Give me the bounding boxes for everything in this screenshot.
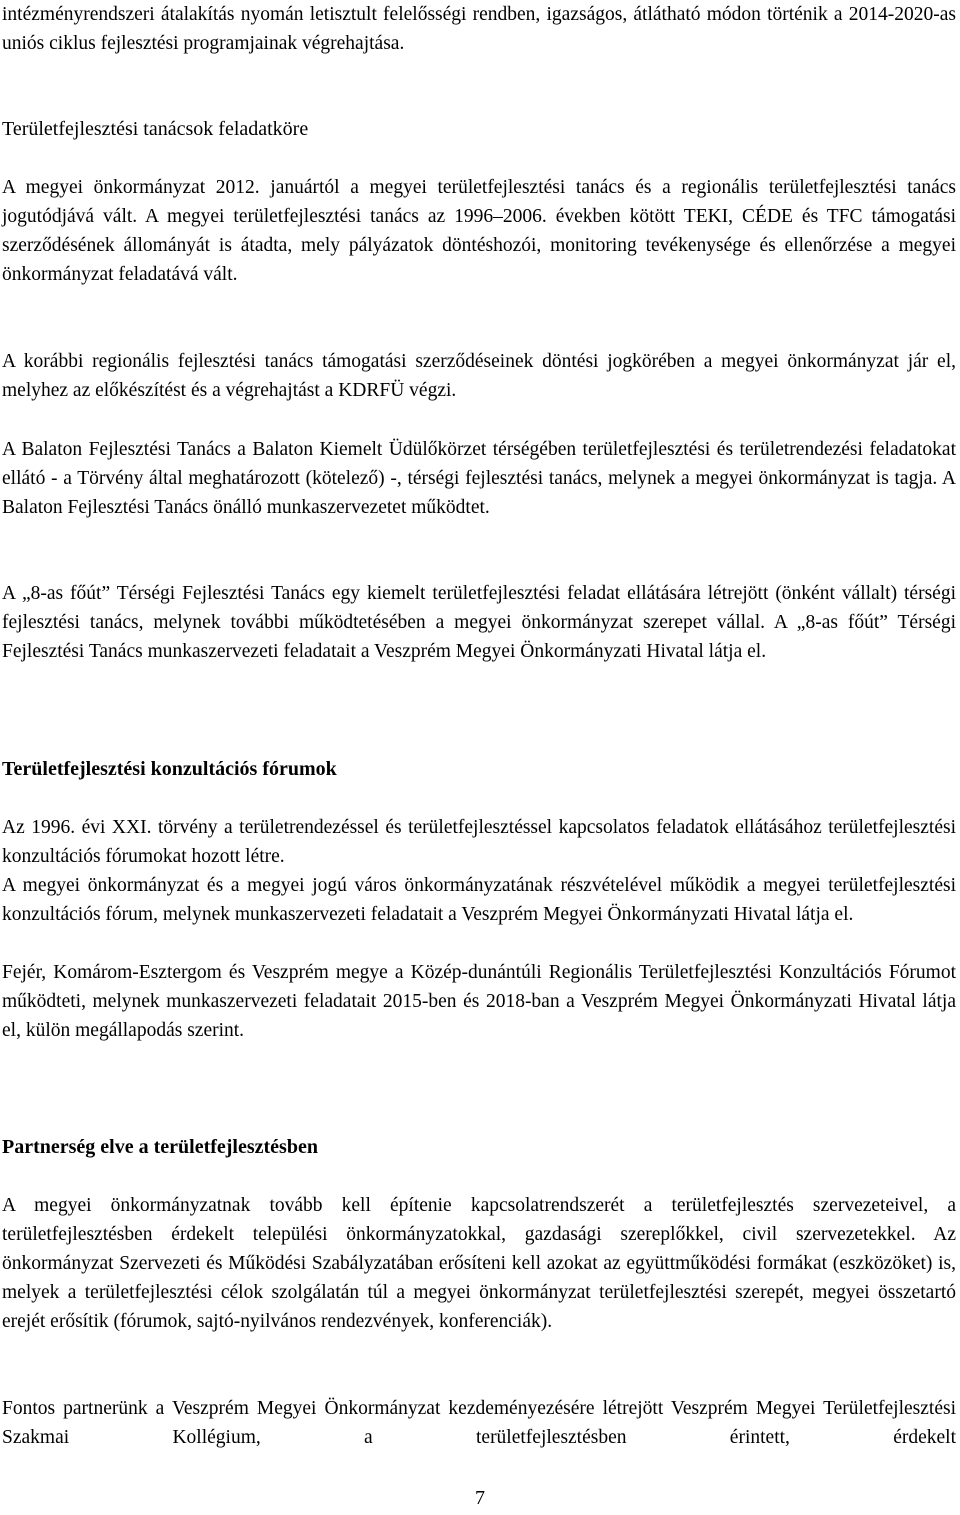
heading-partnership: Partnerség elve a területfejlesztésben [2,1136,318,1158]
paragraph-forums-3: Fejér, Komárom-Esztergom és Veszprém megye a Közép-dunántúli Regionális Területfejlesztési Konzultációs Fórumot működteti, melynek munkaszervezeti feladatait 2015-ben és 2018-ban a Veszprém Megyei Önkormányzati Hivatal látja el, külön megállapodás szerint. [2,962,956,1041]
paragraph-forums-2: A megyei önkormányzat és a megyei jogú város önkormányzatának részvételével működik a megyei területfejlesztési konzultációs fórum, melynek munkaszervezeti feladatait a Veszprém Megyei Önkormányzati Hivatal látja el. [2,875,956,925]
paragraph-councils-2: A korábbi regionális fejlesztési tanács támogatási szerződéseinek döntési jogkörében a megyei önkormányzat jár el, melyhez az előkészítést és a végrehajtást a KDRFÜ végzi. [2,351,956,401]
paragraph-councils-1: A megyei önkormányzat 2012. januártól a megyei területfejlesztési tanács és a regionális területfejlesztési tanács jogutódjává vált. A megyei területfejlesztési tanács az 1996–2006. években kötött TEKI, CÉDE és TFC támogatási szerződésének állományát is átadta, mely pályázatok döntéshozói, monitoring tevékenysége és ellenőrzése a megyei önkormányzat feladatává vált. [2,177,956,285]
paragraph-councils-4: A „8-as főút” Térségi Fejlesztési Tanács egy kiemelt területfejlesztési feladat ellátására létrejött (önként vállalt) térségi fejlesztési tanács, melynek további működtetésében a megyei önkormányzat szerepet vállal. A „8-as főút” Térségi Fejlesztési Tanács munkaszervezeti feladatait a Veszprém Megyei Önkormányzati Hivatal látja el. [2,583,956,662]
paragraph-councils-3: A Balaton Fejlesztési Tanács a Balaton Kiemelt Üdülőkörzet térségében területfejlesztési és területrendezési feladatokat ellátó - a Törvény által meghatározott (kötelező) -, térségi fejlesztési tanács, melynek a megyei önkormányzat is tagja. A Balaton Fejlesztési Tanács önálló munkaszervezetet működtet. [2,439,956,518]
paragraph-partnership-1: A megyei önkormányzatnak tovább kell építenie kapcsolatrendszerét a területfejlesztés szervezeteivel, a területfejlesztésben érdekelt települési önkormányzatokkal, gazdasági szereplőkkel, civil szervezetekkel. Az önkormányzat Szervezeti és Működési Szabályzatában erősíteni kell azokat az együttműködési formákat (eszközöket) is, melyek a területfejlesztési célok szolgálatán túl a megyei önkormányzat területfejlesztési szerepét, megyei összetartó erejét erősítik (fórumok, sajtó-nyilvános rendezvények, konferenciák). [2,1195,956,1332]
paragraph-partnership-2: Fontos partnerünk a Veszprém Megyei Önkormányzat kezdeményezésére létrejött Veszprém Megyei Területfejlesztési Szakmai Kollégium, a területfejlesztésben érintett, érdekelt [2,1398,956,1448]
heading-councils: Területfejlesztési tanácsok feladatköre [2,118,309,140]
heading-forums: Területfejlesztési konzultációs fórumok [2,758,337,780]
page-number: 7 [475,1487,485,1509]
paragraph-forums-1: Az 1996. évi XXI. törvény a területrendezéssel és területfejlesztéssel kapcsolatos feladatok ellátásához területfejlesztési konzultációs fórumokat hozott létre. [2,817,956,867]
paragraph-intro: intézményrendszeri átalakítás nyomán letisztult felelősségi rendben, igazságos, átlátható módon történik a 2014-2020-as uniós ciklus fejlesztési programjainak végrehajtása. [2,4,956,54]
